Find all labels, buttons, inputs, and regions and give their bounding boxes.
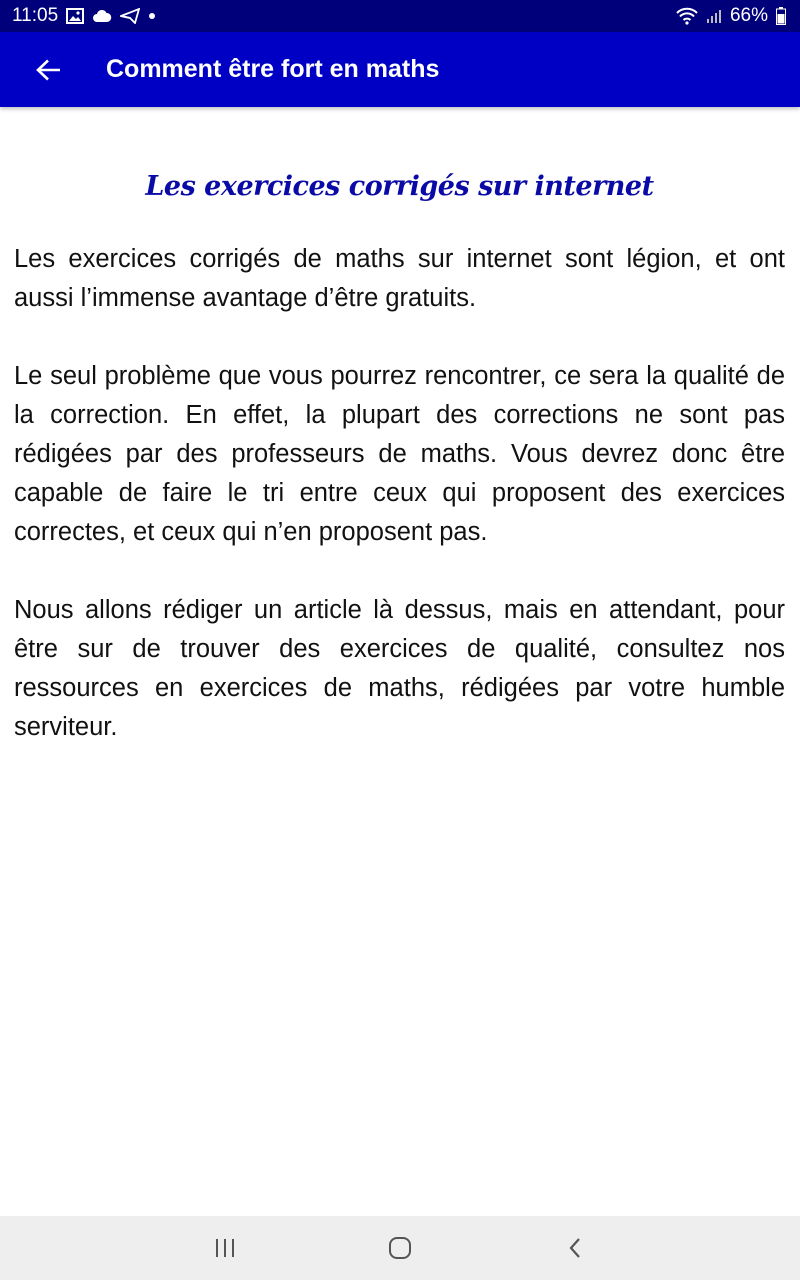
article-title: Les exercices corrigés sur internet: [145, 171, 654, 202]
app-bar: [0, 32, 800, 107]
send-icon: [120, 8, 140, 24]
page-title: Comment être fort en maths: [106, 55, 440, 83]
cloud-icon: [92, 9, 112, 23]
status-left: [12, 5, 156, 27]
navigation-bar: [0, 1216, 800, 1280]
back-icon: [568, 1237, 582, 1259]
nav-back-button[interactable]: [488, 1216, 663, 1280]
status-right: [676, 5, 786, 27]
battery-icon: [776, 7, 786, 25]
status-bar: [0, 0, 800, 32]
battery-percent: 66%: [729, 5, 768, 26]
recent-apps-icon: [214, 1238, 236, 1258]
back-button[interactable]: [24, 45, 74, 95]
image-icon: [66, 8, 84, 24]
article-paragraph: Les exercices corrigés de maths sur internet sont légion, et ont aussi l’immense avantage d’être gratuits.: [14, 245, 785, 312]
home-icon: [388, 1236, 412, 1260]
recent-apps-button[interactable]: [138, 1216, 313, 1280]
status-time: 11:05: [12, 5, 59, 26]
article-content: [0, 107, 800, 1216]
wifi-icon: [676, 7, 698, 25]
article-paragraph: Le seul problème que vous pourrez rencontrer, ce sera la qualité de la correction. En effet, la plupart des corrections ne sont pas rédigées par des professeurs de maths. Vous devrez donc être capable de faire le tri entre ceux qui proposent des exercices correctes, et ceux qui n’en proposent pas.: [14, 362, 785, 546]
dot-icon: [148, 12, 156, 20]
arrow-back-icon: [36, 59, 62, 81]
signal-icon: [706, 8, 722, 24]
article-paragraph: Nous allons rédiger un article là dessus, mais en attendant, pour être sur de trouver des exercices de qualité, consultez nos ressources en exercices de maths, rédigées par votre humble serviteur.: [14, 596, 785, 741]
home-button[interactable]: [313, 1216, 488, 1280]
